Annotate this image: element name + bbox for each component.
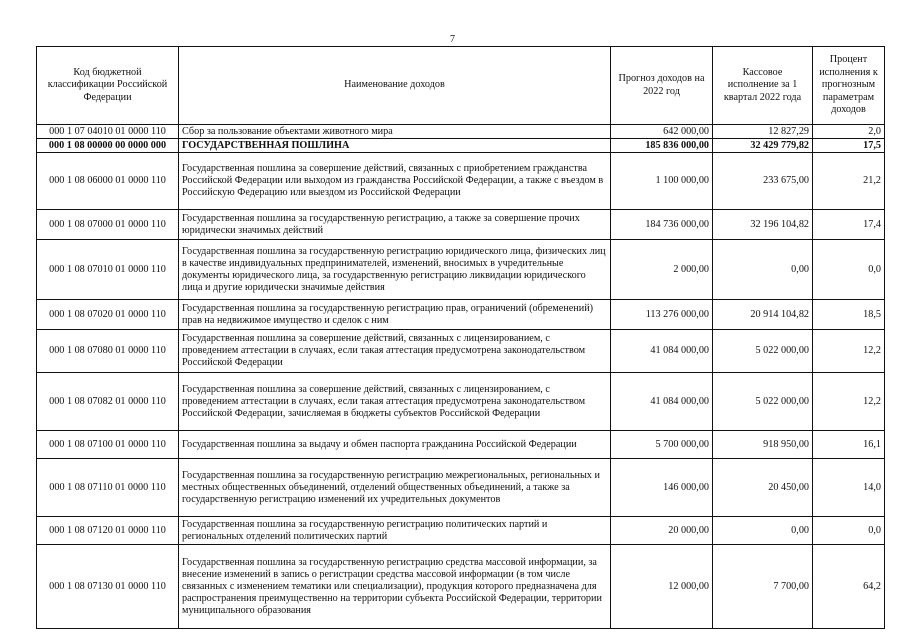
row-code: 000 1 07 04010 01 0000 110: [37, 125, 179, 139]
row-name: Государственная пошлина за государственную регистрацию средства массовой информации, за внесение изменений в запись о регистрации средства массовой информации (в том числе связанных с изменением тематики или специализации), продукция которого предназначена для распространения преимущественно на территории субъекта Российской Федерации, территории муниципального образования: [179, 545, 611, 629]
row-forecast: 5 700 000,00: [611, 431, 713, 459]
row-name: Сбор за пользование объектами животного мира: [179, 125, 611, 139]
table-row: [37, 459, 885, 517]
row-percent: 64,2: [813, 545, 885, 629]
header-name: Наименование доходов: [179, 47, 611, 125]
row-percent: 17,4: [813, 210, 885, 240]
row-actual: 20 914 104,82: [713, 300, 813, 330]
row-code: 000 1 08 07080 01 0000 110: [37, 330, 179, 373]
row-percent: 17,5: [813, 139, 885, 153]
row-actual: 233 675,00: [713, 153, 813, 210]
row-actual: 12 827,29: [713, 125, 813, 139]
row-actual: 5 022 000,00: [713, 330, 813, 373]
header-code: Код бюджетной классификации Российской Федерации: [37, 47, 179, 125]
row-code: 000 1 08 07130 01 0000 110: [37, 545, 179, 629]
row-forecast: 185 836 000,00: [611, 139, 713, 153]
row-name: Государственная пошлина за государственную регистрацию политических партий и региональных отделений политических партий: [179, 517, 611, 545]
row-code: 000 1 08 07100 01 0000 110: [37, 431, 179, 459]
row-actual: 918 950,00: [713, 431, 813, 459]
table-row: [37, 330, 885, 373]
table-header-row: [37, 47, 885, 125]
row-percent: 2,0: [813, 125, 885, 139]
row-actual: 5 022 000,00: [713, 373, 813, 431]
row-code: 000 1 08 07082 01 0000 110: [37, 373, 179, 431]
row-percent: 14,0: [813, 459, 885, 517]
row-actual: 0,00: [713, 517, 813, 545]
table-row: [37, 431, 885, 459]
row-forecast: 146 000,00: [611, 459, 713, 517]
row-code: 000 1 08 00000 00 0000 000: [37, 139, 179, 153]
row-actual: 32 196 104,82: [713, 210, 813, 240]
table-row: [37, 545, 885, 629]
row-percent: 0,0: [813, 517, 885, 545]
row-name: Государственная пошлина за совершение действий, связанных с лицензированием, с проведением аттестации в случаях, если такая аттестация предусмотрена законодательством Российской Федерации, зачисляемая в бюджеты субъектов Российской Федерации: [179, 373, 611, 431]
row-code: 000 1 08 07020 01 0000 110: [37, 300, 179, 330]
row-percent: 12,2: [813, 330, 885, 373]
row-code: 000 1 08 07110 01 0000 110: [37, 459, 179, 517]
row-name: Государственная пошлина за государственную регистрацию юридического лица, физических лиц в качестве индивидуальных предпринимателей, изменений, вносимых в учредительные документы юридического лица, за государственную регистрацию ликвидации юридического лица и другие юридически значимые действия: [179, 240, 611, 300]
row-name: Государственная пошлина за государственную регистрацию, а также за совершение прочих юридически значимых действий: [179, 210, 611, 240]
row-name: Государственная пошлина за выдачу и обмен паспорта гражданина Российской Федерации: [179, 431, 611, 459]
row-code: 000 1 08 07120 01 0000 110: [37, 517, 179, 545]
row-name: Государственная пошлина за государственную регистрацию межрегиональных, региональных и местных общественных объединений, отделений общественных объединений, а также за государственную регистрацию изменений их учредительных документов: [179, 459, 611, 517]
row-actual: 0,00: [713, 240, 813, 300]
table-row: [37, 300, 885, 330]
revenue-table: [36, 46, 885, 629]
row-percent: 21,2: [813, 153, 885, 210]
row-percent: 18,5: [813, 300, 885, 330]
row-name: ГОСУДАРСТВЕННАЯ ПОШЛИНА: [179, 139, 611, 153]
row-name: Государственная пошлина за совершение действий, связанных с приобретением гражданства Российской Федерации или выходом из гражданства Российской Федерации, а также с въездом в Российскую Федерацию или выездом из Российской Федерации: [179, 153, 611, 210]
row-percent: 0,0: [813, 240, 885, 300]
table-row: [37, 153, 885, 210]
row-name: Государственная пошлина за совершение действий, связанных с лицензированием, с проведением аттестации в случаях, если такая аттестация предусмотрена законодательством Российской Федерации: [179, 330, 611, 373]
row-forecast: 20 000,00: [611, 517, 713, 545]
table-row: [37, 139, 885, 153]
row-forecast: 184 736 000,00: [611, 210, 713, 240]
row-forecast: 41 084 000,00: [611, 373, 713, 431]
row-code: 000 1 08 06000 01 0000 110: [37, 153, 179, 210]
row-actual: 7 700,00: [713, 545, 813, 629]
row-forecast: 1 100 000,00: [611, 153, 713, 210]
row-forecast: 41 084 000,00: [611, 330, 713, 373]
row-forecast: 113 276 000,00: [611, 300, 713, 330]
row-code: 000 1 08 07000 01 0000 110: [37, 210, 179, 240]
row-forecast: 642 000,00: [611, 125, 713, 139]
row-actual: 20 450,00: [713, 459, 813, 517]
row-name: Государственная пошлина за государственную регистрацию прав, ограничений (обременений) прав на недвижимое имущество и сделок с ним: [179, 300, 611, 330]
header-percent: Процент исполнения к прогнозным параметрам доходов: [813, 47, 885, 125]
row-percent: 16,1: [813, 431, 885, 459]
table-row: [37, 373, 885, 431]
row-percent: 12,2: [813, 373, 885, 431]
row-forecast: 2 000,00: [611, 240, 713, 300]
header-actual: Кассовое исполнение за 1 квартал 2022 года: [713, 47, 813, 125]
table-row: [37, 240, 885, 300]
row-code: 000 1 08 07010 01 0000 110: [37, 240, 179, 300]
header-forecast: Прогноз доходов на 2022 год: [611, 47, 713, 125]
table-row: [37, 517, 885, 545]
table-row: [37, 210, 885, 240]
row-forecast: 12 000,00: [611, 545, 713, 629]
table-row: [37, 125, 885, 139]
row-actual: 32 429 779,82: [713, 139, 813, 153]
page-number: 7: [450, 34, 455, 45]
